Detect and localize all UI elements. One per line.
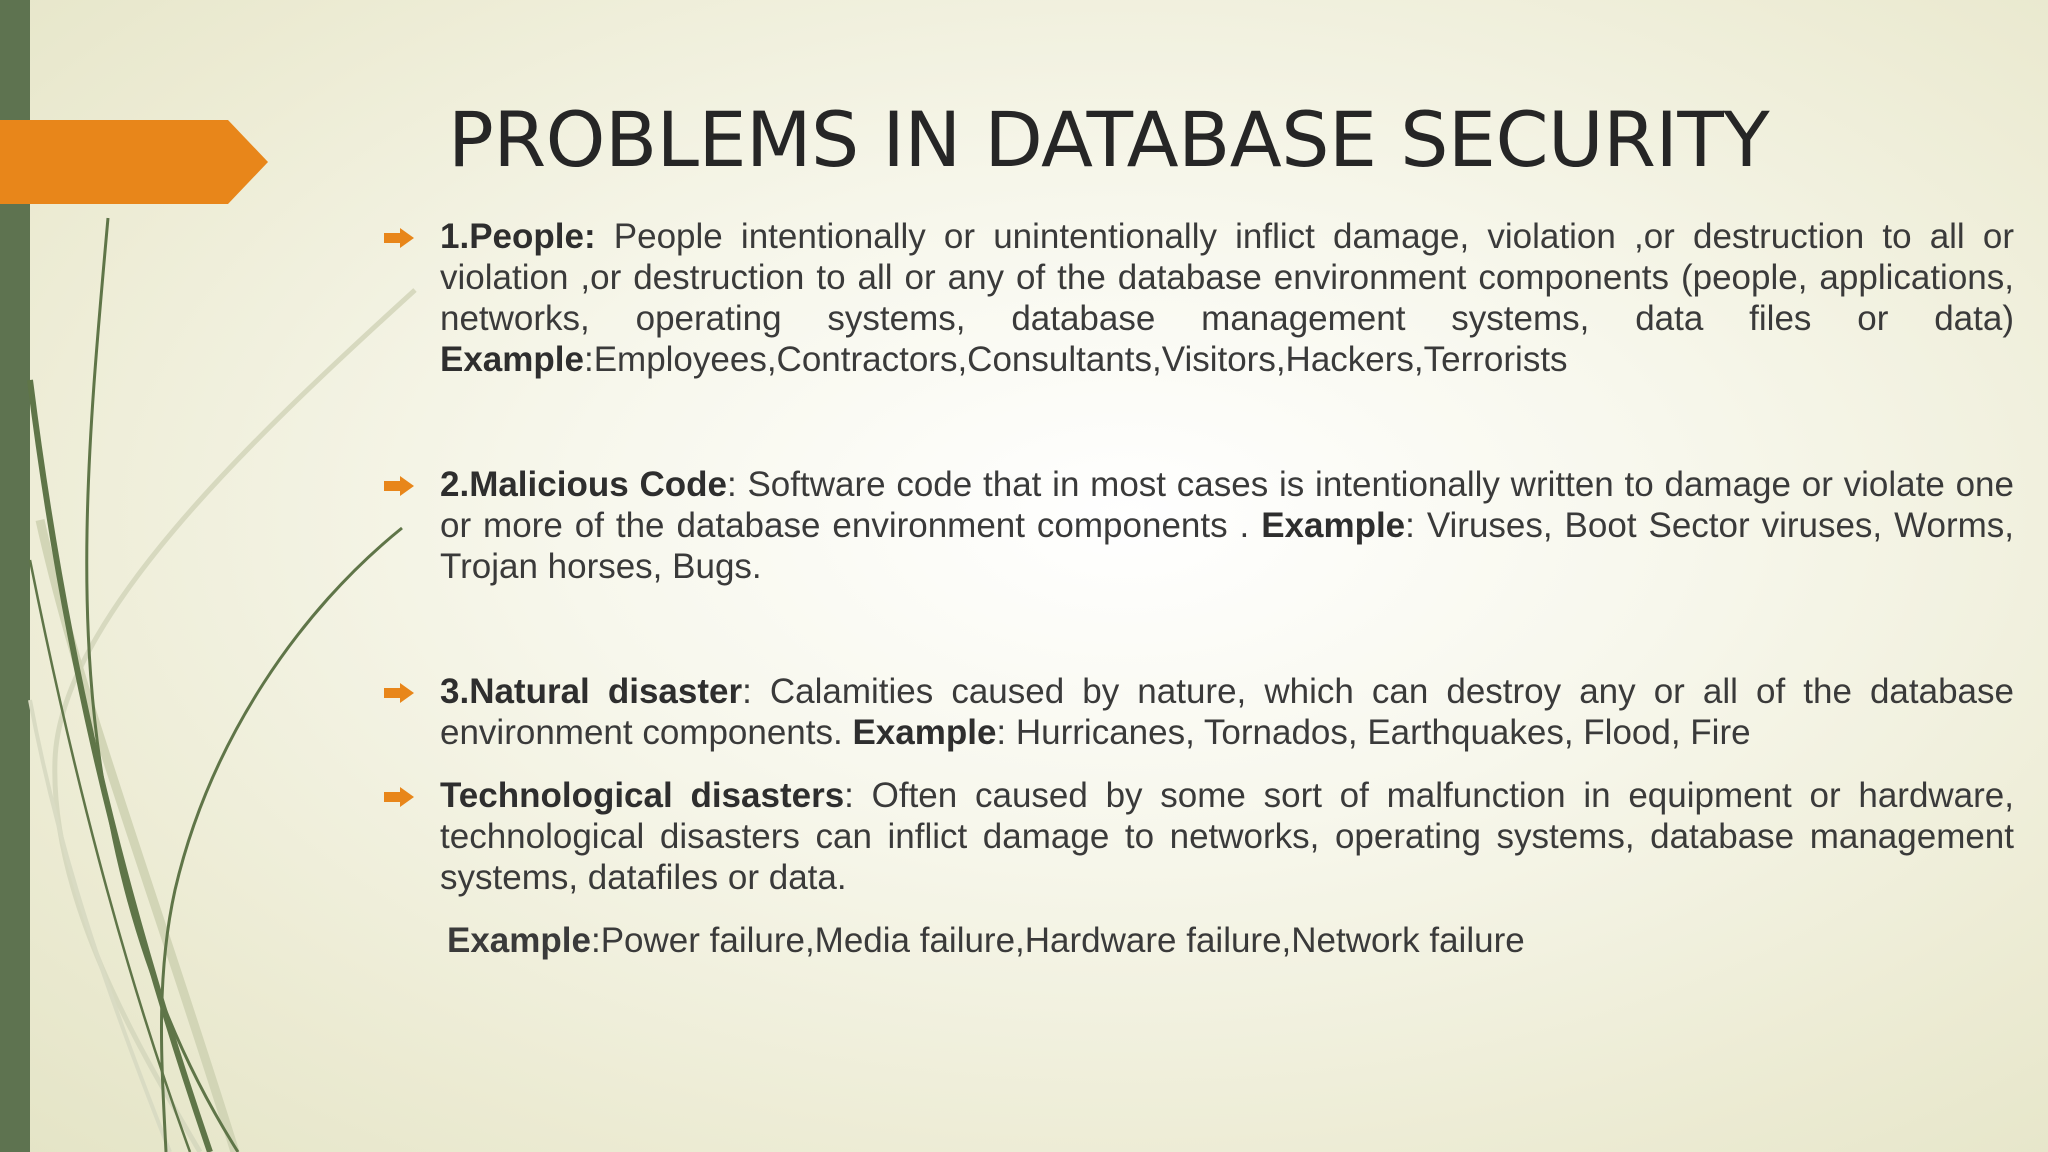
swoosh-faint-2 (40, 520, 235, 1152)
arrow-bullet-icon (384, 683, 414, 703)
example-label: Example (852, 713, 997, 752)
content-area (380, 216, 2014, 961)
arrow-bullet-icon (384, 787, 414, 807)
left-accent-bar (0, 0, 30, 1152)
item-body: : Often caused by some sort of malfunction in equipment or hardware, technological disasters can inflict damage to networks, operating systems, database management systems, datafiles or data. (440, 776, 2014, 897)
arrow-bullet-icon (384, 476, 414, 496)
swoosh-green-1 (87, 218, 238, 1152)
example-label: Example (1261, 506, 1406, 545)
list-item-natural-disaster (380, 671, 2014, 753)
tech-example-line (380, 920, 2014, 961)
swoosh-faint-3 (30, 700, 170, 1152)
example-label: Example (447, 921, 591, 960)
arrow-bullet-icon (384, 228, 414, 248)
example-text: : Viruses, Boot Sector viruses, Worms, Trojan horses, Bugs. (440, 506, 2014, 586)
item-heading: Technological disasters (440, 776, 845, 815)
item-body: : Software code that in most cases is intentionally written to damage or violate one or more of the database environment components . (440, 465, 2014, 545)
item-text (440, 216, 2014, 380)
item-body: People intentionally or unintentionally inflict damage, violation ,or destruction to all or violation ,or destruction to all or any of the database environment components (people, applications, networks, operating systems, database management systems, data files or data) (440, 217, 2014, 338)
item-body: : Calamities caused by nature, which can destroy any or all of the database environment components. (440, 672, 2014, 752)
swoosh-green-2 (161, 528, 402, 1152)
item-text (440, 464, 2014, 587)
list-item-malicious-code (380, 464, 2014, 587)
swoosh-green-4 (30, 560, 190, 1152)
swoosh-faint-1 (55, 290, 415, 1152)
item-heading: 1.People: (440, 217, 596, 256)
example-text: : Hurricanes, Tornados, Earthquakes, Flood, Fire (996, 713, 1751, 752)
example-text: :Employees,Contractors,Consultants,Visitors,Hackers,Terrorists (583, 340, 1568, 379)
slide-title: PROBLEMS IN DATABASE SECURITY (448, 95, 1770, 184)
list-item-people (380, 216, 2014, 380)
item-text (440, 671, 2014, 753)
item-text (440, 775, 2014, 898)
item-heading: 2.Malicious Code (440, 465, 727, 504)
example-text: :Power failure,Media failure,Hardware failure,Network failure (590, 921, 1525, 960)
item-heading: 3.Natural disaster (440, 672, 743, 711)
orange-arrow-banner (0, 120, 268, 204)
example-label: Example (440, 340, 584, 379)
swoosh-green-3 (30, 380, 210, 1152)
list-item-technological-disasters (380, 775, 2014, 898)
